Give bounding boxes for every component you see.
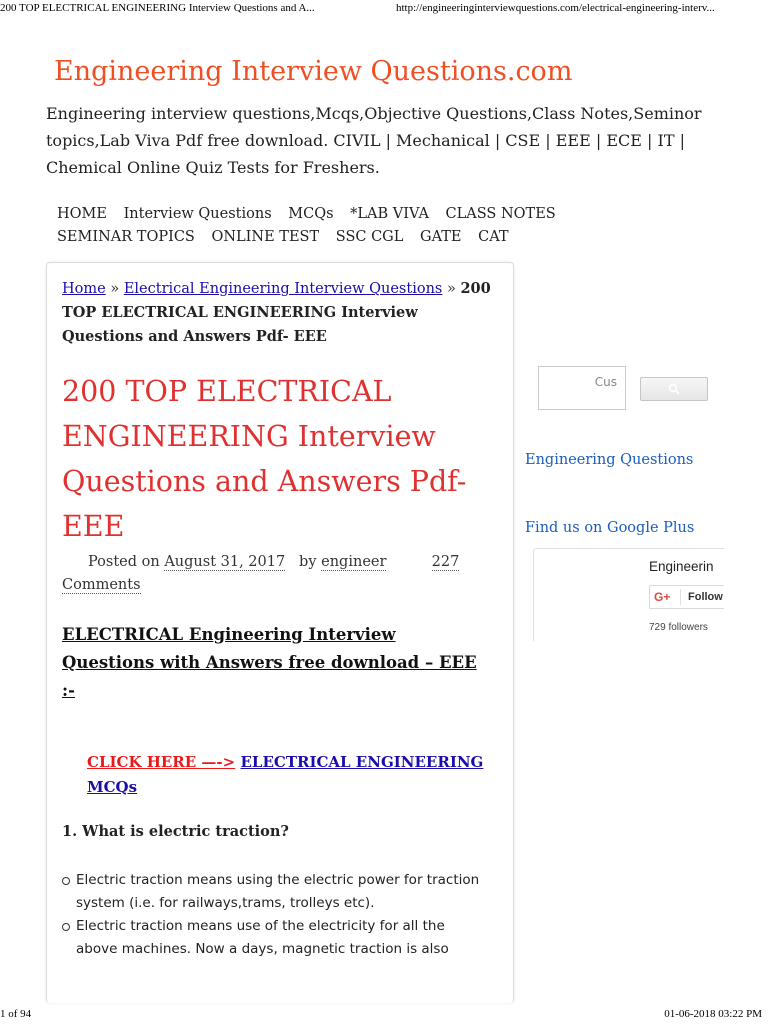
by-label: by [299, 554, 317, 570]
post-meta [62, 551, 492, 597]
breadcrumb [62, 277, 502, 349]
search-button[interactable] [640, 377, 708, 401]
breadcrumb-separator: » [446, 281, 456, 297]
post-author-link[interactable]: engineer [321, 554, 387, 570]
gplus-page-name[interactable]: Engineerin [649, 559, 714, 574]
answer-list [76, 869, 486, 961]
site-description: Engineering interview questions,Mcqs,Objective Questions,Class Notes,Seminor topics,Lab Viva Pdf free download. CIVIL | Mechanical | CSE | EEE | ECE | IT | Chemical Online Quiz Tests for Freshers. [46, 104, 702, 177]
nav-item-interview-questions[interactable]: Interview Questions [123, 206, 272, 222]
click-here-callout [87, 750, 487, 800]
list-item: Electric traction means using the electric power for traction system (i.e. for railways,trams, trolleys etc). [76, 869, 486, 915]
breadcrumb-current: 200 TOP ELECTRICAL ENGINEERING Interview Questions and Answers Pdf- EEE [62, 280, 491, 345]
breadcrumb-home-link[interactable]: Home [62, 281, 106, 297]
nav-item-class-notes[interactable]: CLASS NOTES [445, 206, 556, 222]
print-page-url: http://engineeringinterviewquestions.com/electrical-engineering-interv... [396, 2, 715, 14]
post-comments-link[interactable]: 227 Comments [62, 554, 460, 593]
search-input[interactable]: Cus [538, 366, 626, 410]
nav-item-seminar-topics[interactable]: SEMINAR TOPICS [57, 229, 195, 245]
click-here-text[interactable]: CLICK HERE —-> [87, 753, 236, 771]
post-title: 200 TOP ELECTRICAL ENGINEERING Interview Questions and Answers Pdf- EEE [62, 375, 467, 543]
gplus-heading: Find us on Google Plus [525, 520, 695, 536]
print-page-number: 1 of 94 [0, 1008, 32, 1020]
main-nav [57, 203, 577, 249]
breadcrumb-category-link[interactable]: Electrical Engineering Interview Questions [123, 281, 443, 297]
nav-item-ssc-cgl[interactable]: SSC CGL [335, 229, 404, 245]
nav-item-mcqs[interactable]: MCQs [288, 206, 334, 222]
list-item: Electric traction means use of the electricity for all the above machines. Now a days, magnetic traction is also [76, 915, 486, 961]
bullet-circle-icon [62, 923, 70, 931]
print-footer [0, 1006, 768, 1024]
bullet-circle-icon [62, 877, 70, 885]
search-icon [668, 383, 680, 395]
question-1: 1. What is electric traction? [62, 823, 289, 840]
nav-item-lab-viva[interactable]: *LAB VIVA [350, 206, 429, 222]
sidebar-link-engineering-questions[interactable]: Engineering Questions [525, 452, 694, 468]
gplus-follow-button[interactable] [649, 585, 724, 609]
follow-label: Follow [688, 591, 723, 603]
post-section-heading: ELECTRICAL Engineering Interview Questions with Answers free download – EEE :- [62, 625, 477, 700]
posted-on-label: Posted on [88, 554, 160, 570]
print-page-title: 200 TOP ELECTRICAL ENGINEERING Interview Questions and A... [0, 2, 315, 14]
nav-item-cat[interactable]: CAT [478, 229, 509, 245]
post-date-link[interactable]: August 31, 2017 [164, 554, 286, 570]
print-header [0, 0, 768, 18]
nav-item-online-test[interactable]: ONLINE TEST [211, 229, 320, 245]
mcqs-link[interactable]: ELECTRICAL ENGINEERING MCQs [87, 753, 484, 796]
nav-item-home[interactable]: HOME [57, 206, 107, 222]
google-plus-icon: G+ [654, 590, 671, 604]
article-container [46, 262, 514, 1003]
print-datetime: 01-06-2018 03:22 PM [664, 1008, 762, 1020]
gplus-widget [533, 548, 724, 641]
breadcrumb-separator: » [110, 281, 120, 297]
site-title[interactable]: Engineering Interview Questions.com [54, 56, 573, 87]
nav-item-gate[interactable]: GATE [420, 229, 462, 245]
gplus-follower-count: 729 followers [649, 622, 708, 633]
